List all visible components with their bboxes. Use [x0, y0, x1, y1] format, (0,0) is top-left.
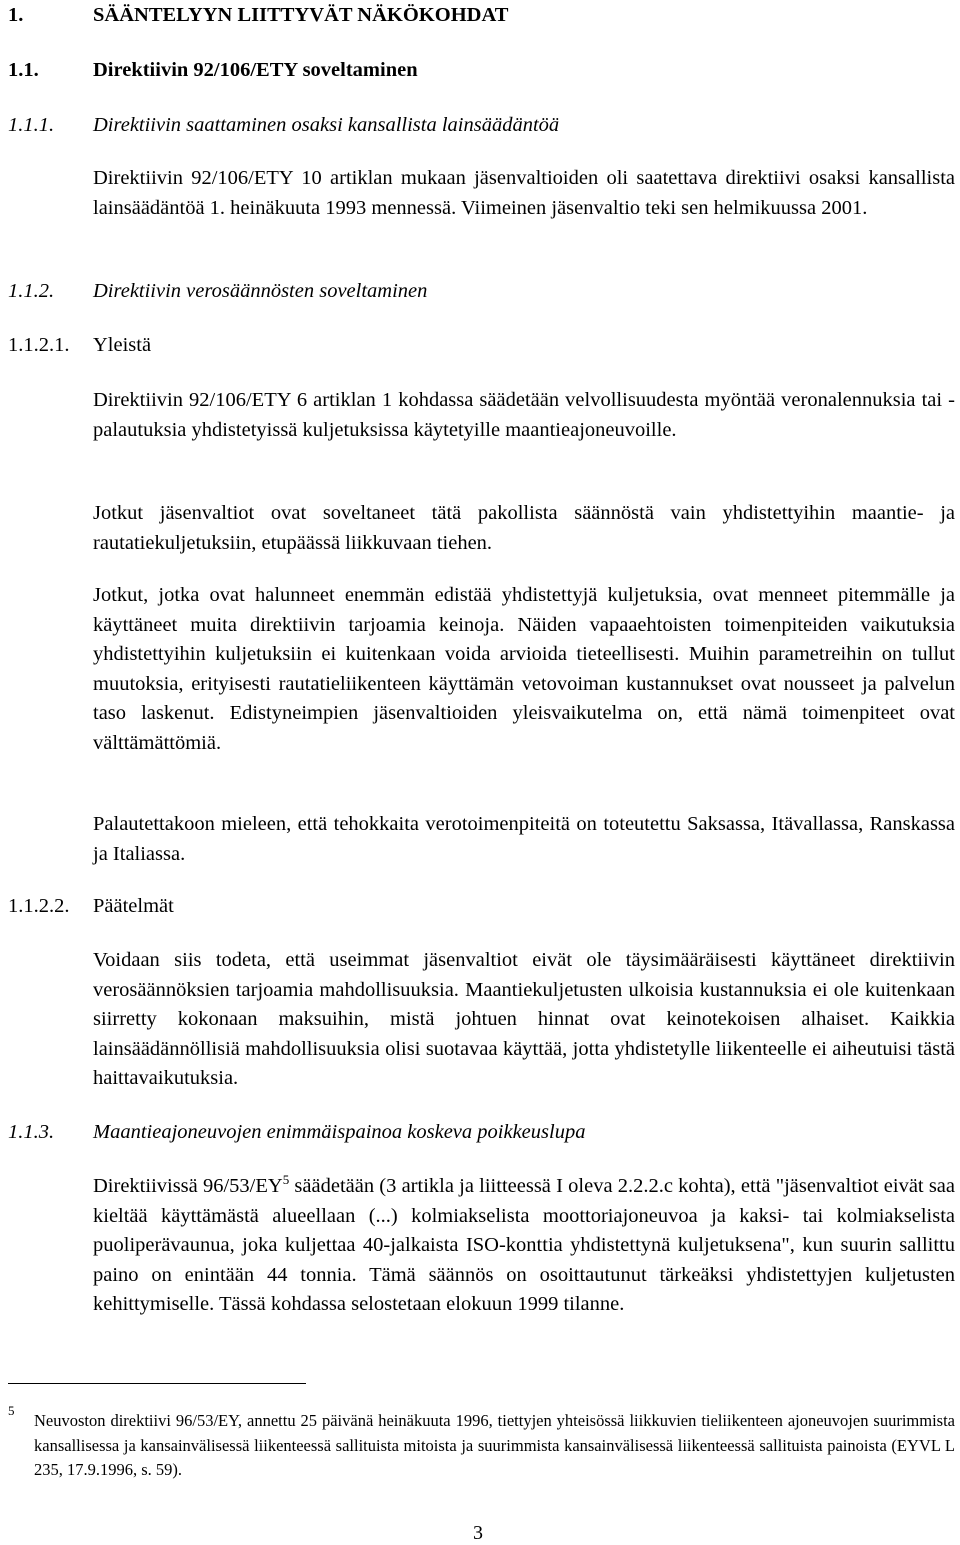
paragraph-weight-exemption: [93, 1172, 955, 1320]
weight-exemption-text-start: Direktiivissä 96/53/EY: [93, 1175, 283, 1197]
section-heading-1-1-2: Direktiivin verosäännösten soveltaminen: [93, 280, 428, 302]
footnote-text: Neuvoston direktiivi 96/53/EY, annettu 25 päivänä heinäkuuta 1996, tiettyjen yhteisössä liikkuvien tieliikenteen ajoneuvojen suurimmista kansallisessa ja kansainvälisessä liikenteessä sallituista mitoista ja suurimmista kansainvälisessä liikenteessä sallituista painoista (EYVL L 235, 17.9.1996, s. 59).: [34, 1411, 955, 1479]
section-number-1-1-2: 1.1.2.: [8, 280, 55, 302]
footnote-reference: 5: [282, 1172, 290, 1188]
paragraph-effective-measures: Palautettakoon mieleen, että tehokkaita verotoimenpiteitä on toteutettu Saksassa, Itävallassa, Ranskassa ja Italiassa.: [93, 813, 955, 865]
paragraph-transposition: Direktiivin 92/106/ETY 10 artiklan mukaan jäsenvaltioiden oli saatettava direktiivi osaksi kansallista lainsäädäntöä 1. heinäkuuta 1993 mennessä. Viimeinen jäsenvaltio teki sen helmikuussa 2001.: [93, 167, 955, 219]
paragraph-tax-reductions: Direktiivin 92/106/ETY 6 artiklan 1 kohdassa säädetään velvollisuudesta myöntää veronalennuksia tai -palautuksia yhdistetyissä kuljetuksissa käytetyille maantieajoneuvoille.: [93, 389, 955, 441]
section-heading-1-1-2-1: Yleistä: [93, 334, 152, 356]
paragraph-mandatory-provision: Jotkut jäsenvaltiot ovat soveltaneet tätä pakollista säännöstä vain yhdistettyihin maantie- ja rautatiekuljetuksiin, etupäässä liikkuvaan tiehen.: [93, 502, 955, 554]
section-number-1-1: 1.1.: [8, 59, 39, 81]
footnote-mark: 5: [8, 1403, 15, 1418]
section-heading-1-1-3: Maantieajoneuvojen enimmäispainoa koskeva poikkeuslupa: [93, 1121, 586, 1143]
weight-exemption-text-rest: säädetään (3 artikla ja liitteessä I oleva 2.2.2.c kohta), että "jäsenvaltiot eivät saa kieltää käyttämästä alueellaan (...) kolmiakselista moottoriajoneuvoa ja kaksi- tai kolmiakselista puoliperävaunua, joka kuljettaa 40-jalkaista ISO-konttia yhdistettynä kuljetuksena", kun suurin sallittu paino on enintään 44 tonnia. Tämä säännös on osoittautunut tärkeäksi yhdistettyjen kuljetusten kehittymiselle. Tässä kohdassa selostetaan elokuun 1999 tilanne.: [93, 1175, 956, 1315]
footnote-separator: [8, 1383, 306, 1384]
section-number-1-1-2-2: 1.1.2.2.: [8, 895, 70, 917]
section-number-1-1-1: 1.1.1.: [8, 114, 55, 136]
section-number-1-1-2-1: 1.1.2.1.: [8, 334, 70, 356]
section-number-1: 1.: [8, 4, 24, 26]
section-heading-1-1: Direktiivin 92/106/ETY soveltaminen: [93, 59, 418, 81]
section-heading-1-1-1: Direktiivin saattaminen osaksi kansallista lainsäädäntöä: [93, 114, 560, 136]
section-heading-1: SÄÄNTELYYN LIITTYVÄT NÄKÖKOHDAT: [93, 4, 509, 26]
paragraph-conclusions: Voidaan siis todeta, että useimmat jäsenvaltiot eivät ole täysimääräisesti käyttäneet direktiivin verosäännöksien tarjoamia mahdollisuuksia. Maantiekuljetusten ulkoisia kustannuksia ei ole kuitenkaan siirretty kokonaan maksuihin, mistä johtuen hinnat ovat keinotekoisen alhaiset. Kaikkia lainsäädännöllisiä mahdollisuuksia olisi suotavaa käyttää, jotta yhdistetylle liikenteelle ei aiheutuisi tästä haittavaikutuksia.: [93, 949, 955, 1089]
page-number: 3: [473, 1522, 483, 1544]
section-heading-1-1-2-2: Päätelmät: [93, 895, 174, 917]
paragraph-voluntary-measures: Jotkut, jotka ovat halunneet enemmän edistää yhdistettyjä kuljetuksia, ovat menneet pitemmälle ja käyttäneet muita direktiivin tarjoamia keinoja. Näiden vapaaehtoisten toimenpiteiden vaikutuksia yhdistettyihin kuljetuksiin ei kuitenkaan voida arvioida tieteellisesti. Muihin parametreihin on tullut muutoksia, erityisesti rautatieliikenteen käyttämän vetovoiman kustannukset ovat nousseet ja palvelun taso laskenut. Edistyneimpien jäsenvaltioiden yleisvaikutelma on, että nämä toimenpiteet ovat välttämättömiä.: [93, 584, 955, 754]
section-number-1-1-3: 1.1.3.: [8, 1121, 55, 1143]
